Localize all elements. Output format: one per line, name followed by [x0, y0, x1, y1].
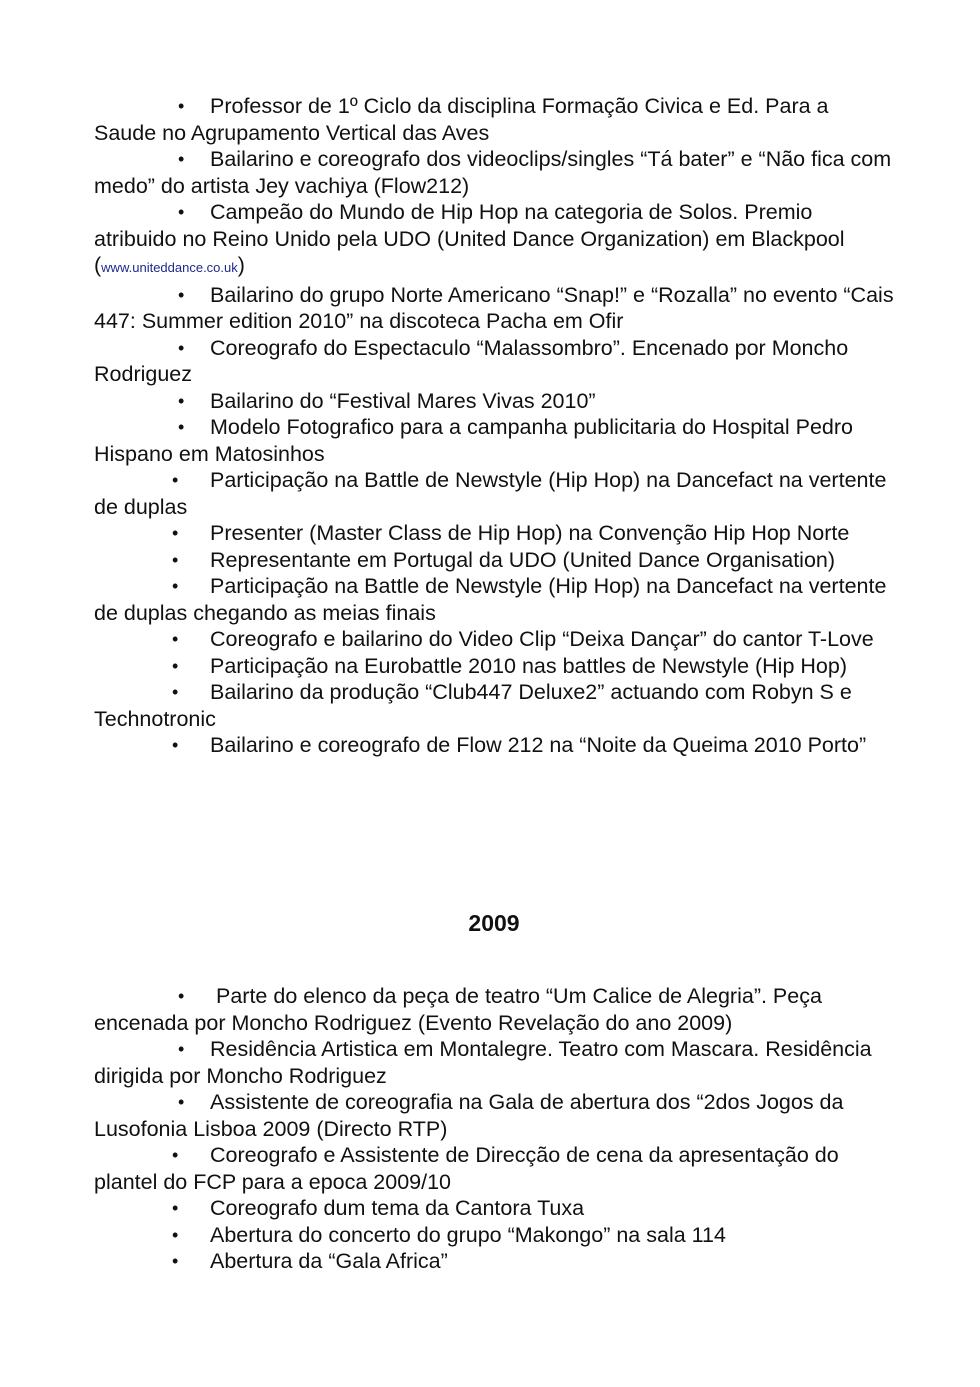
list-item-text: Presenter (Master Class de Hip Hop) na Convenção Hip Hop Norte [210, 521, 850, 545]
list-item-text: Coreografo e Assistente de Direcção de cena da apresentação do plantel do FCP para a epoca 2009/10 [94, 1143, 839, 1194]
bullet: • [172, 1145, 179, 1165]
list-item [94, 679, 894, 732]
bullet: • [172, 1224, 179, 1245]
list-item [94, 732, 894, 759]
section-2009-list [94, 983, 894, 1275]
list-item-text: Coreografo do Espectaculo “Malassombro”. Encenado por Moncho Rodriguez [94, 335, 849, 386]
link-close-paren: ) [237, 253, 245, 277]
bullet: • [178, 202, 185, 222]
bullet: • [172, 523, 179, 543]
bullet: • [178, 417, 185, 437]
list-item-text: Abertura da “Gala Africa” [210, 1249, 448, 1273]
bullet: • [172, 629, 179, 649]
bullet: • [178, 337, 185, 358]
list-item-text: Abertura do concerto do grupo “Makongo” na sala 114 [210, 1222, 726, 1247]
bullet: • [178, 390, 185, 411]
bullet: • [172, 470, 179, 490]
list-item [94, 1195, 894, 1222]
bullet: • [172, 549, 179, 570]
year-heading-2009: 2009 [468, 910, 520, 936]
list-item [94, 335, 894, 388]
list-item-text: Coreografo e bailarino do Video Clip “Deixa Dançar” do cantor T-Love [210, 627, 874, 651]
list-item [94, 1248, 894, 1275]
bullet: • [178, 986, 185, 1006]
section-2010-list [94, 93, 894, 759]
list-item-text: Bailarino da produção “Club447 Deluxe2” actuando com Robyn S e Technotronic [94, 680, 852, 731]
list-item-text: Representante em Portugal da UDO (United Dance Organisation) [210, 547, 836, 572]
bullet: • [178, 149, 185, 169]
list-item [94, 1036, 894, 1089]
list-item-text: Participação na Battle de Newstyle (Hip Hop) na Dancefact na vertente de duplas chegando as meias finais [94, 574, 887, 625]
udo-website-link[interactable]: www.uniteddance.co.uk [101, 260, 238, 275]
list-item [94, 983, 894, 1036]
list-item [94, 626, 894, 653]
list-item [94, 547, 894, 574]
list-item [94, 467, 894, 520]
list-item-text: Coreografo dum tema da Cantora Tuxa [210, 1196, 585, 1220]
bullet: • [172, 1251, 179, 1271]
list-item [94, 1222, 894, 1249]
list-item [94, 653, 894, 680]
list-item-text: Bailarino e coreografo de Flow 212 na “Noite da Queima 2010 Porto” [210, 733, 867, 757]
list-item [94, 1089, 894, 1142]
list-item-text: Modelo Fotografico para a campanha publicitaria do Hospital Pedro Hispano em Matosinhos [94, 415, 853, 466]
list-item-text: Professor de 1º Ciclo da disciplina Formação Civica e Ed. Para a Saude no Agrupamento Vertical das Aves [94, 94, 829, 145]
list-item [94, 146, 894, 199]
bullet: • [178, 284, 185, 305]
bullet: • [178, 1039, 185, 1059]
list-item [94, 282, 894, 335]
bullet: • [178, 1092, 185, 1112]
list-item-text: Bailarino e coreografo dos videoclips/singles “Tá bater” e “Não fica com medo” do artista Jey vachiya (Flow212) [94, 147, 892, 198]
list-item [94, 1142, 894, 1195]
bullet: • [178, 96, 185, 116]
list-item-text: Bailarino do grupo Norte Americano “Snap!” e “Rozalla” no evento “Cais 447: Summer edition 2010” na discoteca Pacha em Ofir [94, 282, 894, 333]
bullet: • [172, 576, 179, 596]
bullet: • [172, 735, 179, 755]
list-item-text: Assistente de coreografia na Gala de abertura dos “2dos Jogos da Lusofonia Lisboa 2009 (Directo RTP) [94, 1090, 844, 1141]
list-item-text: Bailarino do “Festival Mares Vivas 2010” [210, 388, 596, 413]
list-item-text: Participação na Battle de Newstyle (Hip Hop) na Dancefact na vertente de duplas [94, 468, 887, 519]
bullet: • [172, 682, 179, 702]
list-item-text: Participação na Eurobattle 2010 nas battles de Newstyle (Hip Hop) [210, 653, 847, 678]
bullet: • [172, 655, 179, 676]
list-item [94, 414, 894, 467]
list-item [94, 199, 894, 282]
list-item [94, 573, 894, 626]
list-item [94, 520, 894, 547]
list-item-text: Parte do elenco da peça de teatro “Um Calice de Alegria”. Peça encenada por Moncho Rodriguez (Evento Revelação do ano 2009) [94, 984, 822, 1035]
list-item-text: Residência Artistica em Montalegre. Teatro com Mascara. Residência dirigida por Moncho Rodriguez [94, 1037, 872, 1088]
list-item [94, 388, 894, 415]
list-item [94, 93, 894, 146]
list-item-text: Campeão do Mundo de Hip Hop na categoria de Solos. Premio atribuido no Reino Unido pela UDO (United Dance Organization) em Blackpool ( [94, 200, 845, 277]
bullet: • [172, 1198, 179, 1218]
